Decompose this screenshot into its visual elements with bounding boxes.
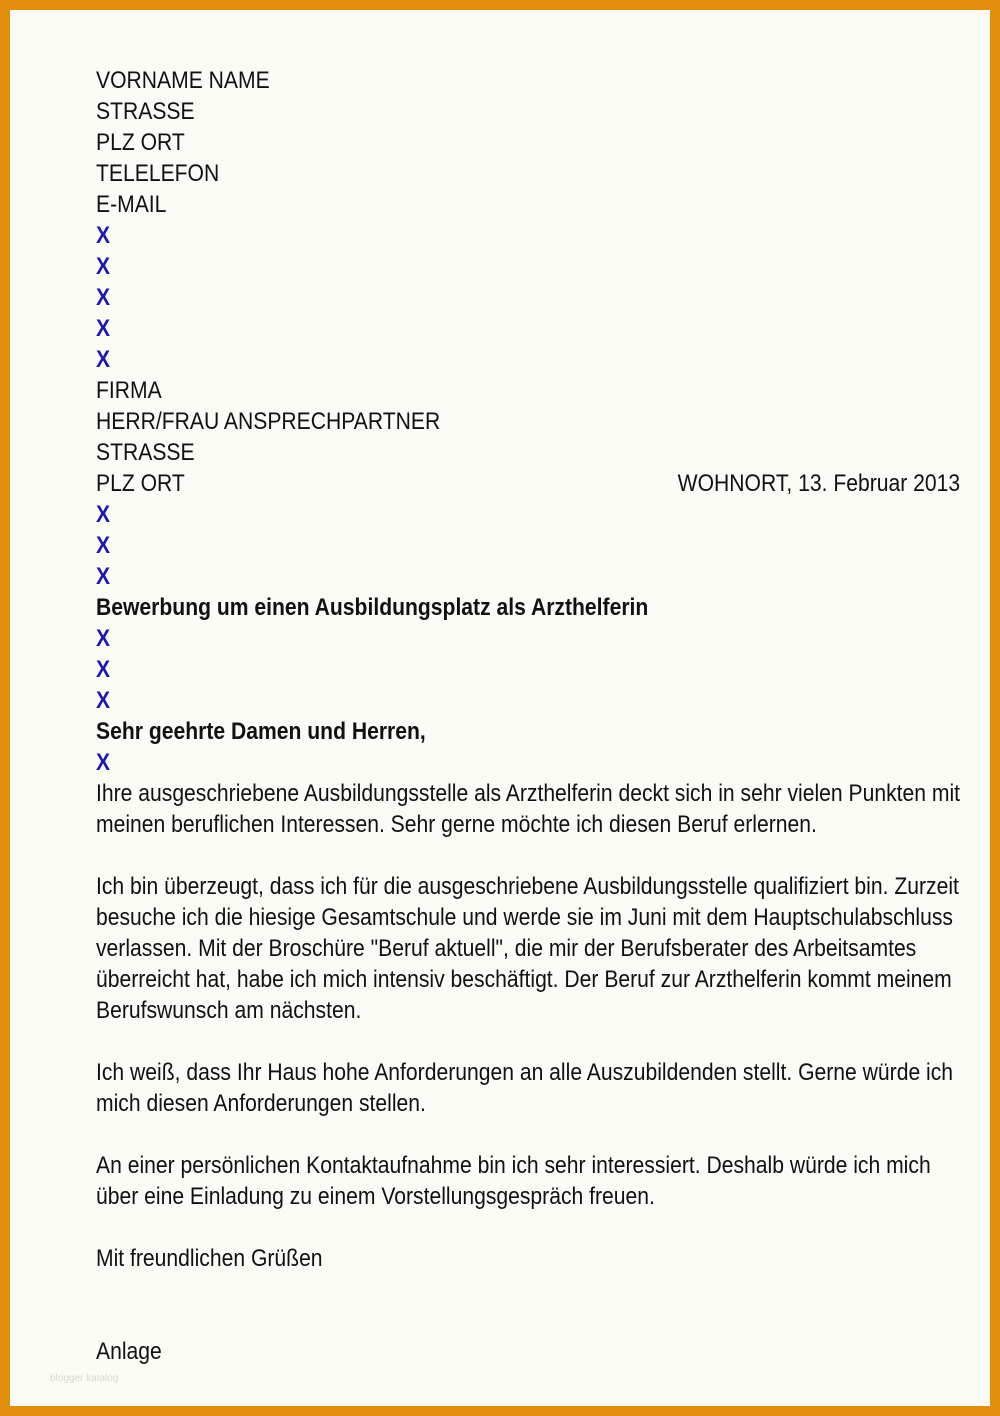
- spacer-marker: X: [96, 749, 111, 776]
- spacer-marker: X: [96, 501, 111, 528]
- spacer-marker: X: [96, 625, 111, 652]
- letter-body: [96, 65, 960, 1367]
- closing: Mit freundlichen Grüßen: [96, 1245, 323, 1272]
- spacer-marker: X: [96, 532, 111, 559]
- spacer-marker: X: [96, 563, 111, 590]
- spacer-marker: X: [96, 253, 111, 280]
- salutation: Sehr geehrte Damen und Herren,: [96, 718, 426, 745]
- spacer-marker: X: [96, 687, 111, 714]
- sender-name: VORNAME NAME: [96, 67, 270, 94]
- paragraph-line: über eine Einladung zu einem Vorstellungsgespräch freuen.: [96, 1183, 655, 1210]
- paragraph-line: Ich weiß, dass Ihr Haus hohe Anforderungen an alle Auszubildenden stellt. Gerne würde ich: [96, 1059, 954, 1086]
- spacer-marker: X: [96, 656, 111, 683]
- paragraph-line: Ich bin überzeugt, dass ich für die ausgeschriebene Ausbildungsstelle qualifiziert bin. Zurzeit: [96, 873, 959, 900]
- spacer-marker: X: [96, 222, 111, 249]
- sender-city: PLZ ORT: [96, 129, 185, 156]
- sender-street: STRASSE: [96, 98, 195, 125]
- recipient-contact: HERR/FRAU ANSPRECHPARTNER: [96, 408, 441, 435]
- recipient-street: STRASSE: [96, 439, 195, 466]
- sender-email: E-MAIL: [96, 191, 167, 218]
- city-date-row: [96, 468, 960, 499]
- paragraph-line: besuche ich die hiesige Gesamtschule und werde sie im Juni mit dem Hauptschulabschluss: [96, 904, 953, 931]
- paragraph-line: Berufswunsch am nächsten.: [96, 997, 362, 1024]
- spacer-marker: X: [96, 315, 111, 342]
- paragraph-line: verlassen. Mit der Broschüre "Beruf aktuell", die mir der Berufsberater des Arbeitsamtes: [96, 935, 917, 962]
- subject-line: Bewerbung um einen Ausbildungsplatz als Arzthelferin: [96, 594, 649, 621]
- watermark-text: blogger katalog: [50, 1373, 119, 1384]
- date-line: WOHNORT, 13. Februar 2013: [677, 470, 961, 497]
- paragraph-line: meinen beruflichen Interessen. Sehr gerne möchte ich diesen Beruf erlernen.: [96, 811, 817, 838]
- spacer-marker: X: [96, 284, 111, 311]
- sender-phone: TELELEFON: [96, 160, 220, 187]
- paragraph-line: An einer persönlichen Kontaktaufnahme bin ich sehr interessiert. Deshalb würde ich mich: [96, 1152, 931, 1179]
- recipient-city: PLZ ORT: [96, 470, 185, 497]
- recipient-company: FIRMA: [96, 377, 162, 404]
- spacer-marker: X: [96, 346, 111, 373]
- attachment-label: Anlage: [96, 1338, 162, 1365]
- paragraph-line: mich diesen Anforderungen stellen.: [96, 1090, 426, 1117]
- paragraph-line: Ihre ausgeschriebene Ausbildungsstelle als Arzthelferin deckt sich in sehr vielen Punkten mit: [96, 780, 961, 807]
- paragraph-line: überreicht hat, habe ich mich intensiv beschäftigt. Der Beruf zur Arzthelferin kommt meinem: [96, 966, 952, 993]
